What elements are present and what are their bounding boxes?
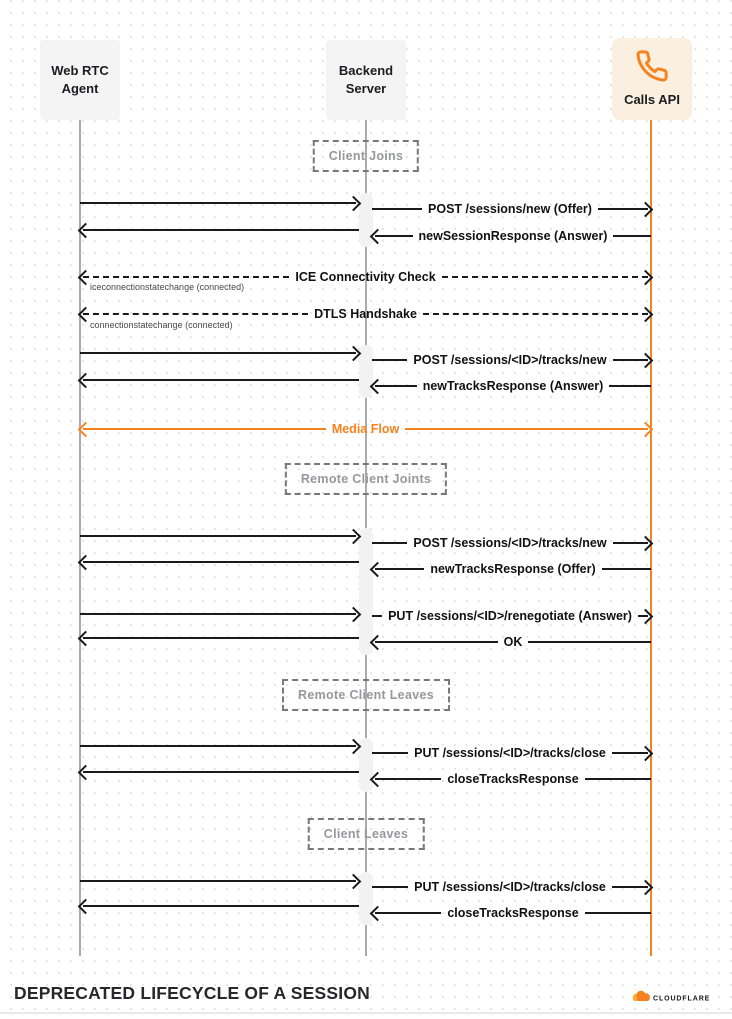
arrowhead-left-icon — [78, 421, 94, 437]
arrow-line — [83, 379, 359, 381]
arrow-line — [83, 637, 359, 639]
message-label: newTracksResponse (Answer) — [422, 379, 604, 393]
arrowhead-right-icon — [346, 528, 362, 544]
section-remote-client-joins: Remote Client Joints — [285, 463, 447, 495]
arrowhead-right-icon — [638, 421, 654, 437]
sequence-arrow — [80, 194, 359, 212]
arrow-line — [585, 778, 651, 780]
message-label: closeTracksResponse — [447, 906, 579, 920]
arrowhead-right-icon — [638, 608, 654, 624]
sequence-arrow-labeled — [372, 904, 651, 922]
sequence-arrow — [80, 344, 359, 362]
arrow-line-dashed — [423, 313, 648, 315]
message-label: PUT /sessions/<ID>/tracks/close — [414, 880, 606, 894]
sequence-arrow — [80, 737, 359, 755]
arrowhead-left-icon — [78, 372, 94, 388]
sequence-arrow — [80, 371, 359, 389]
sequence-arrow-labeled — [372, 633, 651, 651]
message-label: newSessionResponse (Answer) — [418, 229, 608, 243]
media-flow-arrow — [80, 420, 651, 438]
sequence-arrow-labeled — [372, 227, 651, 245]
actor-label: Calls API — [624, 92, 680, 108]
section-remote-client-leaves: Remote Client Leaves — [282, 679, 450, 711]
arrowhead-left-icon — [78, 898, 94, 914]
actor-backend-server — [326, 40, 406, 120]
arrow-line-dashed — [442, 276, 648, 278]
arrow-line — [80, 745, 356, 747]
arrowhead-right-icon — [346, 606, 362, 622]
sequence-arrow — [80, 763, 359, 781]
event-note: connectionstatechange (connected) — [90, 320, 233, 330]
arrowhead-right-icon — [346, 195, 362, 211]
sequence-arrow-labeled — [372, 878, 651, 896]
sequence-arrow-labeled — [372, 607, 651, 625]
arrow-line-dashed — [83, 276, 289, 278]
arrowhead-left-icon — [78, 222, 94, 238]
activation-bar — [359, 528, 373, 655]
message-label: closeTracksResponse — [447, 772, 579, 786]
sequence-arrow-labeled — [372, 200, 651, 218]
sequence-arrow-labeled — [372, 534, 651, 552]
arrowhead-left-icon — [78, 630, 94, 646]
phone-icon — [635, 49, 669, 83]
cloudflare-cloud-icon — [633, 991, 650, 1001]
arrow-line-dashed — [83, 313, 308, 315]
arrow-line — [80, 202, 356, 204]
arrow-line — [613, 235, 651, 237]
actor-label: Agent — [61, 81, 99, 96]
arrowhead-left-icon — [370, 905, 386, 921]
sequence-arrow — [80, 527, 359, 545]
activation-bar — [359, 193, 373, 247]
actor-webrtc-agent — [40, 40, 120, 120]
arrow-line — [83, 771, 359, 773]
actor-calls-api — [612, 38, 692, 120]
arrowhead-right-icon — [346, 873, 362, 889]
sequence-arrow-labeled — [372, 744, 651, 762]
arrow-line — [83, 229, 359, 231]
arrow-line — [372, 886, 408, 888]
message-label: POST /sessions/<ID>/tracks/new — [413, 353, 607, 367]
arrow-line — [375, 641, 498, 643]
arrowhead-left-icon — [78, 554, 94, 570]
actor-label: Web RTC — [51, 63, 109, 79]
arrowhead-right-icon — [346, 738, 362, 754]
arrow-line — [602, 568, 651, 570]
arrowhead-left-icon — [370, 771, 386, 787]
arrow-line — [83, 428, 326, 430]
arrowhead-right-icon — [638, 745, 654, 761]
sequence-arrow — [80, 553, 359, 571]
sequence-arrow-labeled — [372, 560, 651, 578]
sequence-arrow — [80, 872, 359, 890]
activation-bar — [359, 872, 373, 925]
arrowhead-right-icon — [638, 352, 654, 368]
sequence-arrow — [80, 897, 359, 915]
arrow-line — [372, 208, 422, 210]
arrowhead-right-icon — [346, 345, 362, 361]
arrowhead-left-icon — [370, 561, 386, 577]
arrow-line — [80, 352, 356, 354]
arrow-line — [372, 542, 407, 544]
arrowhead-left-icon — [370, 228, 386, 244]
bottom-divider — [0, 1012, 732, 1014]
arrow-line — [372, 359, 407, 361]
sequence-arrow — [80, 629, 359, 647]
arrow-line — [83, 905, 359, 907]
arrow-line — [83, 561, 359, 563]
arrowhead-right-icon — [638, 201, 654, 217]
message-label: PUT /sessions/<ID>/renegotiate (Answer) — [388, 609, 632, 623]
arrow-line — [372, 615, 382, 617]
message-label: PUT /sessions/<ID>/tracks/close — [414, 746, 606, 760]
sequence-arrow-labeled — [372, 770, 651, 788]
page-title: DEPRECATED LIFECYCLE OF A SESSION — [14, 983, 370, 1003]
arrow-line — [405, 428, 648, 430]
message-label: POST /sessions/new (Offer) — [428, 202, 592, 216]
arrow-line — [372, 752, 408, 754]
section-client-leaves: Client Leaves — [308, 818, 425, 850]
message-label: newTracksResponse (Offer) — [430, 562, 596, 576]
message-label: Media Flow — [331, 422, 400, 436]
arrow-line — [585, 912, 651, 914]
brand-wordmark: CLOUDFLARE — [653, 995, 711, 1003]
arrow-line — [80, 535, 356, 537]
arrowhead-right-icon — [638, 306, 654, 322]
section-client-joins: Client Joins — [313, 140, 419, 172]
arrow-line — [609, 385, 651, 387]
arrowhead-left-icon — [370, 378, 386, 394]
actor-label: Backend — [338, 63, 394, 79]
message-label: POST /sessions/<ID>/tracks/new — [413, 536, 607, 550]
arrowhead-left-icon — [78, 764, 94, 780]
actor-label: Server — [345, 81, 387, 96]
arrowhead-right-icon — [638, 269, 654, 285]
arrow-line — [80, 613, 356, 615]
sequence-arrow-labeled — [372, 377, 651, 395]
arrowhead-right-icon — [638, 879, 654, 895]
arrowhead-left-icon — [370, 634, 386, 650]
event-note: iceconnectionstatechange (connected) — [90, 282, 245, 292]
message-label: ICE Connectivity Check — [295, 270, 436, 284]
message-label: OK — [503, 635, 523, 649]
sequence-arrow-labeled — [372, 351, 651, 369]
sequence-arrow — [80, 221, 359, 239]
message-label: DTLS Handshake — [314, 307, 417, 321]
arrow-line — [80, 880, 356, 882]
arrow-line — [528, 641, 651, 643]
arrowhead-right-icon — [638, 535, 654, 551]
cloudflare-logo — [630, 988, 720, 1009]
sequence-arrow — [80, 605, 359, 623]
